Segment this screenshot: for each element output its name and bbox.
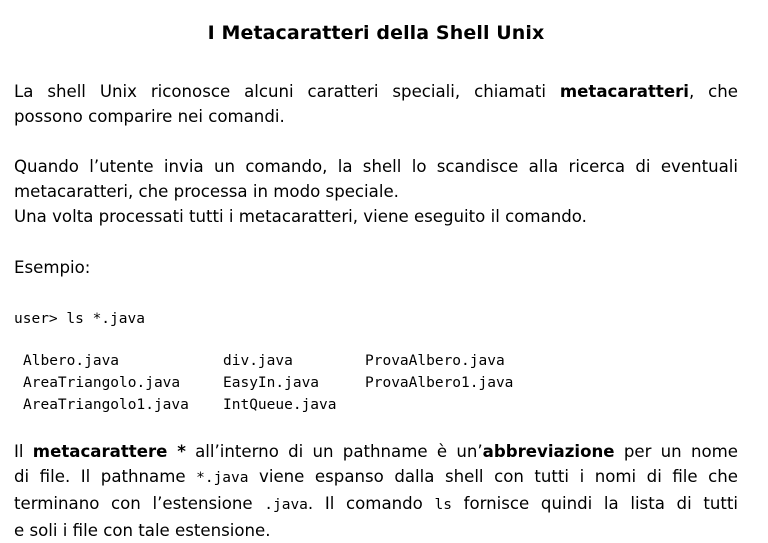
file-name: ProvaAlbero.java xyxy=(365,353,505,369)
example-label: Esempio: xyxy=(14,258,91,277)
processing-paragraph xyxy=(14,154,738,229)
file-name: EasyIn.java xyxy=(223,375,320,391)
page-title: I Metacaratteri della Shell Unix xyxy=(207,22,545,44)
listing-row xyxy=(23,350,565,372)
explanation-line-1: Il metacarattere * all’interno di un pathname è un’abbreviazione per un nome xyxy=(14,442,738,461)
processing-line-3: Una volta processati tutti i metacaratteri, viene eseguito il comando. xyxy=(14,207,587,226)
intro-line-2: possono comparire nei comandi. xyxy=(14,107,285,126)
term-abbreviazione: abbreviazione xyxy=(482,442,615,461)
file-name: AreaTriangolo1.java xyxy=(23,397,189,413)
file-name xyxy=(365,394,565,416)
command-line: user> ls *.java xyxy=(14,311,145,327)
code-ls: ls xyxy=(434,497,452,513)
explanation-line-3: terminano con l’estensione .java. Il comando ls fornisce quindi la lista di tutti xyxy=(14,494,738,513)
term-metacarattere-star: metacarattere * xyxy=(32,442,186,461)
listing-row xyxy=(23,394,565,416)
code-extension: .java xyxy=(264,497,308,513)
file-name: Albero.java xyxy=(23,353,120,369)
processing-line-2: metacaratteri, che processa in modo speciale. xyxy=(14,182,399,201)
term-metacaratteri: metacaratteri xyxy=(559,82,689,101)
file-listing xyxy=(23,350,565,416)
file-name: ProvaAlbero1.java xyxy=(365,375,514,391)
intro-line-1: La shell Unix riconosce alcuni caratteri speciali, chiamati metacaratteri, che xyxy=(14,82,738,101)
explanation-line-2: di file. Il pathname *.java viene espanso dalla shell con tutti i nomi di file che xyxy=(14,467,739,486)
code-pathname: *.java xyxy=(196,470,249,486)
explanation-line-4: e soli i file con tale estensione. xyxy=(14,521,271,540)
file-name: IntQueue.java xyxy=(223,397,337,413)
file-name: div.java xyxy=(223,353,293,369)
intro-paragraph xyxy=(14,79,738,129)
file-name: AreaTriangolo.java xyxy=(23,375,181,391)
explanation-paragraph xyxy=(14,439,738,543)
processing-line-1: Quando l’utente invia un comando, la shell lo scandisce alla ricerca di eventuali xyxy=(14,157,738,176)
document-page xyxy=(14,0,738,543)
listing-row xyxy=(23,372,565,394)
